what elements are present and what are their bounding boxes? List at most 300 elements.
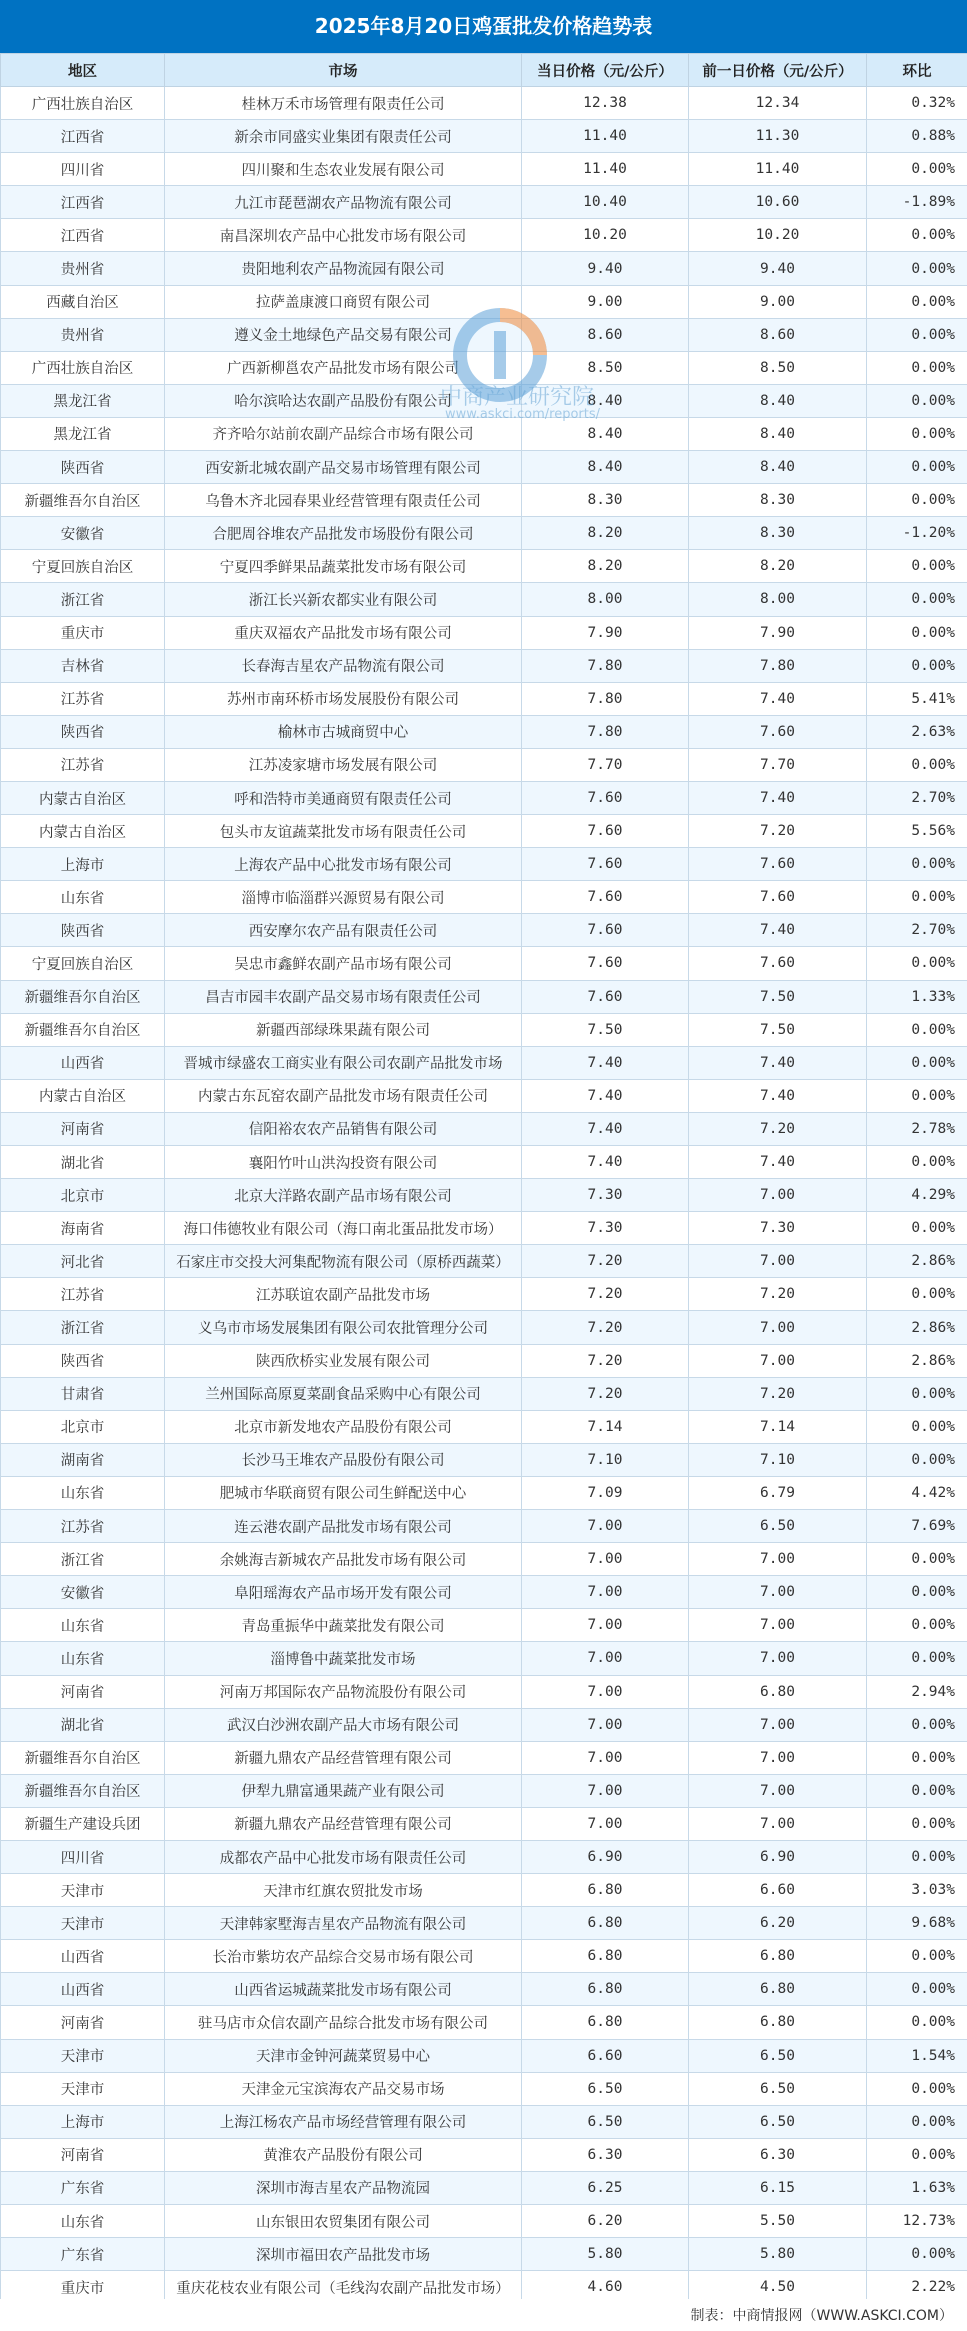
change-cell: 0.00% — [867, 2072, 967, 2105]
change-cell: 0.00% — [867, 848, 967, 881]
prev-price-cell: 9.00 — [689, 285, 867, 318]
prev-price-cell: 7.00 — [689, 1245, 867, 1278]
prev-price-cell: 10.20 — [689, 219, 867, 252]
change-cell: 0.00% — [867, 351, 967, 384]
today-price-cell: 7.20 — [522, 1344, 689, 1377]
market-cell: 九江市琵琶湖农产品物流有限公司 — [165, 186, 522, 219]
header-market: 市场 — [165, 54, 522, 87]
market-cell: 驻马店市众信农副产品综合批发市场有限公司 — [165, 2006, 522, 2039]
market-cell: 乌鲁木齐北园春果业经营管理有限责任公司 — [165, 484, 522, 517]
prev-price-cell: 7.00 — [689, 1642, 867, 1675]
table-row — [1, 1543, 967, 1576]
change-cell: 0.00% — [867, 153, 967, 186]
region-cell: 西藏自治区 — [1, 285, 165, 318]
prev-price-cell: 8.20 — [689, 550, 867, 583]
today-price-cell: 7.00 — [522, 1576, 689, 1609]
prev-price-cell: 11.30 — [689, 120, 867, 153]
change-cell: 0.00% — [867, 417, 967, 450]
prev-price-cell: 7.40 — [689, 1046, 867, 1079]
prev-price-cell: 7.20 — [689, 1278, 867, 1311]
region-cell: 内蒙古自治区 — [1, 781, 165, 814]
prev-price-cell: 7.60 — [689, 848, 867, 881]
table-row — [1, 2039, 967, 2072]
table-row — [1, 748, 967, 781]
region-cell: 河北省 — [1, 1245, 165, 1278]
today-price-cell: 8.20 — [522, 550, 689, 583]
prev-price-cell: 8.40 — [689, 384, 867, 417]
table-row — [1, 417, 967, 450]
table-row — [1, 1476, 967, 1509]
change-cell: 0.00% — [867, 947, 967, 980]
table-row — [1, 219, 967, 252]
today-price-cell: 6.80 — [522, 1874, 689, 1907]
change-cell: 0.00% — [867, 881, 967, 914]
region-cell: 内蒙古自治区 — [1, 1079, 165, 1112]
market-cell: 合肥周谷堆农产品批发市场股份有限公司 — [165, 517, 522, 550]
today-price-cell: 6.50 — [522, 2105, 689, 2138]
change-cell: 0.00% — [867, 219, 967, 252]
market-cell: 北京大洋路农副产品市场有限公司 — [165, 1179, 522, 1212]
market-cell: 昌吉市园丰农副产品交易市场有限责任公司 — [165, 980, 522, 1013]
change-cell: 0.00% — [867, 2138, 967, 2171]
market-cell: 新疆西部绿珠果蔬有限公司 — [165, 1013, 522, 1046]
market-cell: 吴忠市鑫鲜农副产品市场有限公司 — [165, 947, 522, 980]
table-row — [1, 980, 967, 1013]
today-price-cell: 7.80 — [522, 715, 689, 748]
today-price-cell: 7.60 — [522, 947, 689, 980]
today-price-cell: 7.90 — [522, 616, 689, 649]
market-cell: 黄淮农产品股份有限公司 — [165, 2138, 522, 2171]
change-cell: 0.00% — [867, 550, 967, 583]
today-price-cell: 5.80 — [522, 2238, 689, 2271]
change-cell: 0.00% — [867, 1609, 967, 1642]
region-cell: 天津市 — [1, 2072, 165, 2105]
prev-price-cell: 12.34 — [689, 87, 867, 120]
today-price-cell: 7.40 — [522, 1079, 689, 1112]
footer — [0, 2299, 967, 2331]
market-cell: 桂林万禾市场管理有限责任公司 — [165, 87, 522, 120]
region-cell: 四川省 — [1, 1840, 165, 1873]
table-row — [1, 484, 967, 517]
change-cell: 9.68% — [867, 1907, 967, 1940]
market-cell: 石家庄市交投大河集配物流有限公司（原桥西蔬菜） — [165, 1245, 522, 1278]
region-cell: 贵州省 — [1, 252, 165, 285]
region-cell: 江西省 — [1, 186, 165, 219]
table-row — [1, 1510, 967, 1543]
change-cell: 0.00% — [867, 1973, 967, 2006]
market-cell: 呼和浩特市美通商贸有限责任公司 — [165, 781, 522, 814]
region-cell: 湖北省 — [1, 1708, 165, 1741]
table-row — [1, 616, 967, 649]
region-cell: 浙江省 — [1, 583, 165, 616]
watermark-url: www.askci.com/reports/ — [445, 407, 600, 422]
change-cell: 2.94% — [867, 1675, 967, 1708]
today-price-cell: 7.00 — [522, 1807, 689, 1840]
today-price-cell: 9.00 — [522, 285, 689, 318]
today-price-cell: 7.20 — [522, 1311, 689, 1344]
market-cell: 淄博市临淄群兴源贸易有限公司 — [165, 881, 522, 914]
prev-price-cell: 7.60 — [689, 947, 867, 980]
table-row — [1, 1774, 967, 1807]
table-row — [1, 2105, 967, 2138]
prev-price-cell: 8.40 — [689, 417, 867, 450]
prev-price-cell: 7.40 — [689, 914, 867, 947]
prev-price-cell: 7.10 — [689, 1443, 867, 1476]
market-cell: 兰州国际高原夏菜副食品采购中心有限公司 — [165, 1377, 522, 1410]
region-cell: 湖南省 — [1, 1443, 165, 1476]
today-price-cell: 12.38 — [522, 87, 689, 120]
prev-price-cell: 6.79 — [689, 1476, 867, 1509]
prev-price-cell: 7.50 — [689, 1013, 867, 1046]
region-cell: 江苏省 — [1, 1278, 165, 1311]
market-cell: 上海江杨农产品市场经营管理有限公司 — [165, 2105, 522, 2138]
region-cell: 天津市 — [1, 1874, 165, 1907]
table-row — [1, 1311, 967, 1344]
region-cell: 天津市 — [1, 2039, 165, 2072]
region-cell: 江苏省 — [1, 748, 165, 781]
prev-price-cell: 8.50 — [689, 351, 867, 384]
today-price-cell: 4.60 — [522, 2271, 689, 2304]
change-cell: 0.00% — [867, 1807, 967, 1840]
change-cell: 0.00% — [867, 318, 967, 351]
change-cell: 0.00% — [867, 2238, 967, 2271]
table-row — [1, 881, 967, 914]
today-price-cell: 7.30 — [522, 1212, 689, 1245]
table-row — [1, 1179, 967, 1212]
region-cell: 山东省 — [1, 1642, 165, 1675]
today-price-cell: 6.30 — [522, 2138, 689, 2171]
today-price-cell: 7.20 — [522, 1245, 689, 1278]
table-row — [1, 1609, 967, 1642]
change-cell: 0.00% — [867, 1046, 967, 1079]
table-row — [1, 1840, 967, 1873]
table-row — [1, 87, 967, 120]
table-row — [1, 318, 967, 351]
change-cell: 0.00% — [867, 1278, 967, 1311]
change-cell: 0.00% — [867, 748, 967, 781]
prev-price-cell: 7.60 — [689, 881, 867, 914]
region-cell: 上海市 — [1, 2105, 165, 2138]
region-cell: 安徽省 — [1, 1576, 165, 1609]
prev-price-cell: 7.00 — [689, 1708, 867, 1741]
prev-price-cell: 8.00 — [689, 583, 867, 616]
change-cell: 0.00% — [867, 252, 967, 285]
table-row — [1, 2072, 967, 2105]
today-price-cell: 8.40 — [522, 451, 689, 484]
table-body — [1, 87, 967, 2304]
today-price-cell: 6.80 — [522, 2006, 689, 2039]
source-note: 制表：中商情报网（WWW.ASKCI.COM） — [690, 2308, 953, 2324]
market-cell: 西安摩尔农产品有限责任公司 — [165, 914, 522, 947]
change-cell: 0.00% — [867, 583, 967, 616]
table-row — [1, 1940, 967, 1973]
change-cell: 0.00% — [867, 1146, 967, 1179]
change-cell: 0.00% — [867, 649, 967, 682]
market-cell: 新疆九鼎农产品经营管理有限公司 — [165, 1741, 522, 1774]
change-cell: 0.00% — [867, 616, 967, 649]
market-cell: 义乌市市场发展集团有限公司农批管理分公司 — [165, 1311, 522, 1344]
region-cell: 河南省 — [1, 2138, 165, 2171]
today-price-cell: 7.00 — [522, 1543, 689, 1576]
header-today-price: 当日价格（元/公斤） — [522, 54, 689, 87]
table-row — [1, 947, 967, 980]
table-row — [1, 1245, 967, 1278]
prev-price-cell: 7.90 — [689, 616, 867, 649]
today-price-cell: 8.60 — [522, 318, 689, 351]
market-cell: 山西省运城蔬菜批发市场有限公司 — [165, 1973, 522, 2006]
change-cell: 4.29% — [867, 1179, 967, 1212]
today-price-cell: 6.90 — [522, 1840, 689, 1873]
market-cell: 新余市同盛实业集团有限责任公司 — [165, 120, 522, 153]
prev-price-cell: 6.80 — [689, 1973, 867, 2006]
today-price-cell: 6.25 — [522, 2171, 689, 2204]
prev-price-cell: 7.70 — [689, 748, 867, 781]
market-cell: 海口伟德牧业有限公司（海口南北蛋品批发市场） — [165, 1212, 522, 1245]
change-cell: 2.78% — [867, 1112, 967, 1145]
today-price-cell: 7.80 — [522, 682, 689, 715]
region-cell: 河南省 — [1, 2006, 165, 2039]
today-price-cell: 7.50 — [522, 1013, 689, 1046]
market-cell: 青岛重振华中蔬菜批发有限公司 — [165, 1609, 522, 1642]
table-row — [1, 384, 967, 417]
market-cell: 深圳市海吉星农产品物流园 — [165, 2171, 522, 2204]
change-cell: 0.00% — [867, 1410, 967, 1443]
today-price-cell: 8.40 — [522, 384, 689, 417]
market-cell: 苏州市南环桥市场发展股份有限公司 — [165, 682, 522, 715]
market-cell: 天津金元宝滨海农产品交易市场 — [165, 2072, 522, 2105]
today-price-cell: 10.20 — [522, 219, 689, 252]
prev-price-cell: 7.40 — [689, 682, 867, 715]
today-price-cell: 7.40 — [522, 1146, 689, 1179]
change-cell: 0.00% — [867, 1840, 967, 1873]
change-cell: 0.00% — [867, 484, 967, 517]
today-price-cell: 7.40 — [522, 1112, 689, 1145]
market-cell: 拉萨盖康渡口商贸有限公司 — [165, 285, 522, 318]
prev-price-cell: 6.50 — [689, 1510, 867, 1543]
market-cell: 河南万邦国际农产品物流股份有限公司 — [165, 1675, 522, 1708]
prev-price-cell: 7.00 — [689, 1807, 867, 1840]
market-cell: 上海农产品中心批发市场有限公司 — [165, 848, 522, 881]
today-price-cell: 7.10 — [522, 1443, 689, 1476]
prev-price-cell: 7.20 — [689, 1377, 867, 1410]
market-cell: 天津韩家墅海吉星农产品物流有限公司 — [165, 1907, 522, 1940]
region-cell: 重庆市 — [1, 616, 165, 649]
market-cell: 广西新柳邕农产品批发市场有限公司 — [165, 351, 522, 384]
prev-price-cell: 7.20 — [689, 815, 867, 848]
today-price-cell: 7.60 — [522, 980, 689, 1013]
change-cell: 1.63% — [867, 2171, 967, 2204]
watermark-name: 中商产业研究院 — [440, 385, 595, 410]
region-cell: 安徽省 — [1, 517, 165, 550]
region-cell: 湖北省 — [1, 1146, 165, 1179]
table-row — [1, 1907, 967, 1940]
today-price-cell: 7.20 — [522, 1278, 689, 1311]
today-price-cell: 6.80 — [522, 1940, 689, 1973]
prev-price-cell: 7.30 — [689, 1212, 867, 1245]
table-row — [1, 1576, 967, 1609]
region-cell: 山西省 — [1, 1973, 165, 2006]
region-cell: 浙江省 — [1, 1543, 165, 1576]
market-cell: 长春海吉星农产品物流有限公司 — [165, 649, 522, 682]
prev-price-cell: 7.00 — [689, 1311, 867, 1344]
today-price-cell: 7.60 — [522, 914, 689, 947]
change-cell: 2.70% — [867, 781, 967, 814]
today-price-cell: 7.00 — [522, 1609, 689, 1642]
region-cell: 天津市 — [1, 1907, 165, 1940]
market-cell: 北京市新发地农产品股份有限公司 — [165, 1410, 522, 1443]
prev-price-cell: 7.00 — [689, 1774, 867, 1807]
change-cell: 1.54% — [867, 2039, 967, 2072]
today-price-cell: 11.40 — [522, 153, 689, 186]
prev-price-cell: 6.20 — [689, 1907, 867, 1940]
region-cell: 内蒙古自治区 — [1, 815, 165, 848]
table-title: 2025年8月20日鸡蛋批发价格趋势表 — [0, 0, 967, 53]
region-cell: 广西壮族自治区 — [1, 351, 165, 384]
table-row — [1, 1741, 967, 1774]
table-row — [1, 583, 967, 616]
market-cell: 贵阳地利农产品物流园有限公司 — [165, 252, 522, 285]
region-cell: 北京市 — [1, 1410, 165, 1443]
table-row — [1, 1112, 967, 1145]
change-cell: 2.86% — [867, 1311, 967, 1344]
prev-price-cell: 9.40 — [689, 252, 867, 285]
change-cell: 0.00% — [867, 1576, 967, 1609]
today-price-cell: 8.40 — [522, 417, 689, 450]
market-cell: 内蒙古东瓦窑农副产品批发市场有限责任公司 — [165, 1079, 522, 1112]
market-cell: 榆林市古城商贸中心 — [165, 715, 522, 748]
table-row — [1, 1278, 967, 1311]
table-row — [1, 2171, 967, 2204]
region-cell: 江西省 — [1, 219, 165, 252]
region-cell: 陕西省 — [1, 914, 165, 947]
table-row — [1, 252, 967, 285]
table-row — [1, 1344, 967, 1377]
region-cell: 北京市 — [1, 1179, 165, 1212]
change-cell: 2.86% — [867, 1344, 967, 1377]
table-row — [1, 186, 967, 219]
today-price-cell: 7.00 — [522, 1708, 689, 1741]
region-cell: 山东省 — [1, 881, 165, 914]
table-row — [1, 1973, 967, 2006]
table-row — [1, 1443, 967, 1476]
region-cell: 河南省 — [1, 1112, 165, 1145]
today-price-cell: 7.00 — [522, 1741, 689, 1774]
today-price-cell: 8.00 — [522, 583, 689, 616]
prev-price-cell: 7.00 — [689, 1576, 867, 1609]
change-cell: 2.22% — [867, 2271, 967, 2304]
table-row — [1, 2238, 967, 2271]
table-row — [1, 1410, 967, 1443]
change-cell: 0.00% — [867, 1212, 967, 1245]
change-cell: 0.00% — [867, 1940, 967, 1973]
today-price-cell: 7.30 — [522, 1179, 689, 1212]
prev-price-cell: 7.50 — [689, 980, 867, 1013]
header-change: 环比 — [867, 54, 967, 87]
region-cell: 重庆市 — [1, 2271, 165, 2304]
region-cell: 山西省 — [1, 1046, 165, 1079]
prev-price-cell: 7.80 — [689, 649, 867, 682]
table-row — [1, 1377, 967, 1410]
prev-price-cell: 7.00 — [689, 1609, 867, 1642]
change-cell: 0.00% — [867, 1774, 967, 1807]
prev-price-cell: 7.40 — [689, 1146, 867, 1179]
market-cell: 连云港农副产品批发市场有限公司 — [165, 1510, 522, 1543]
change-cell: 0.00% — [867, 1013, 967, 1046]
table-row — [1, 815, 967, 848]
region-cell: 江西省 — [1, 120, 165, 153]
table-row — [1, 120, 967, 153]
table-row — [1, 2138, 967, 2171]
prev-price-cell: 11.40 — [689, 153, 867, 186]
region-cell: 河南省 — [1, 1675, 165, 1708]
region-cell: 黑龙江省 — [1, 384, 165, 417]
prev-price-cell: 8.30 — [689, 517, 867, 550]
today-price-cell: 6.80 — [522, 1973, 689, 2006]
prev-price-cell: 6.30 — [689, 2138, 867, 2171]
today-price-cell: 7.00 — [522, 1774, 689, 1807]
region-cell: 广东省 — [1, 2238, 165, 2271]
table-row — [1, 682, 967, 715]
change-cell: 3.03% — [867, 1874, 967, 1907]
region-cell: 新疆维吾尔自治区 — [1, 1741, 165, 1774]
table-row — [1, 649, 967, 682]
prev-price-cell: 8.30 — [689, 484, 867, 517]
market-cell: 新疆九鼎农产品经营管理有限公司 — [165, 1807, 522, 1840]
prev-price-cell: 5.80 — [689, 2238, 867, 2271]
change-cell: 0.00% — [867, 384, 967, 417]
market-cell: 宁夏四季鲜果品蔬菜批发市场有限公司 — [165, 550, 522, 583]
market-cell: 长沙马王堆农产品股份有限公司 — [165, 1443, 522, 1476]
egg-price-table — [0, 53, 967, 2304]
today-price-cell: 7.09 — [522, 1476, 689, 1509]
region-cell: 陕西省 — [1, 451, 165, 484]
today-price-cell: 7.60 — [522, 848, 689, 881]
region-cell: 江苏省 — [1, 1510, 165, 1543]
prev-price-cell: 7.20 — [689, 1112, 867, 1145]
market-cell: 襄阳竹叶山洪沟投资有限公司 — [165, 1146, 522, 1179]
table-row — [1, 1874, 967, 1907]
header-region: 地区 — [1, 54, 165, 87]
region-cell: 山东省 — [1, 1476, 165, 1509]
change-cell: 2.86% — [867, 1245, 967, 1278]
today-price-cell: 7.00 — [522, 1642, 689, 1675]
today-price-cell: 10.40 — [522, 186, 689, 219]
prev-price-cell: 8.40 — [689, 451, 867, 484]
market-cell: 齐齐哈尔站前农副产品综合市场有限公司 — [165, 417, 522, 450]
market-cell: 江苏联谊农副产品批发市场 — [165, 1278, 522, 1311]
region-cell: 吉林省 — [1, 649, 165, 682]
today-price-cell: 8.30 — [522, 484, 689, 517]
prev-price-cell: 4.50 — [689, 2271, 867, 2304]
region-cell: 上海市 — [1, 848, 165, 881]
region-cell: 广东省 — [1, 2171, 165, 2204]
change-cell: 0.00% — [867, 1443, 967, 1476]
today-price-cell: 8.50 — [522, 351, 689, 384]
market-cell: 肥城市华联商贸有限公司生鲜配送中心 — [165, 1476, 522, 1509]
market-cell: 浙江长兴新农都实业有限公司 — [165, 583, 522, 616]
region-cell: 陕西省 — [1, 715, 165, 748]
prev-price-cell: 6.80 — [689, 1675, 867, 1708]
region-cell: 新疆维吾尔自治区 — [1, 484, 165, 517]
today-price-cell: 6.50 — [522, 2072, 689, 2105]
market-cell: 陕西欣桥实业发展有限公司 — [165, 1344, 522, 1377]
today-price-cell: 7.00 — [522, 1675, 689, 1708]
change-cell: -1.20% — [867, 517, 967, 550]
prev-price-cell: 6.80 — [689, 2006, 867, 2039]
region-cell: 新疆维吾尔自治区 — [1, 980, 165, 1013]
table-row — [1, 1675, 967, 1708]
market-cell: 遵义金土地绿色产品交易有限公司 — [165, 318, 522, 351]
